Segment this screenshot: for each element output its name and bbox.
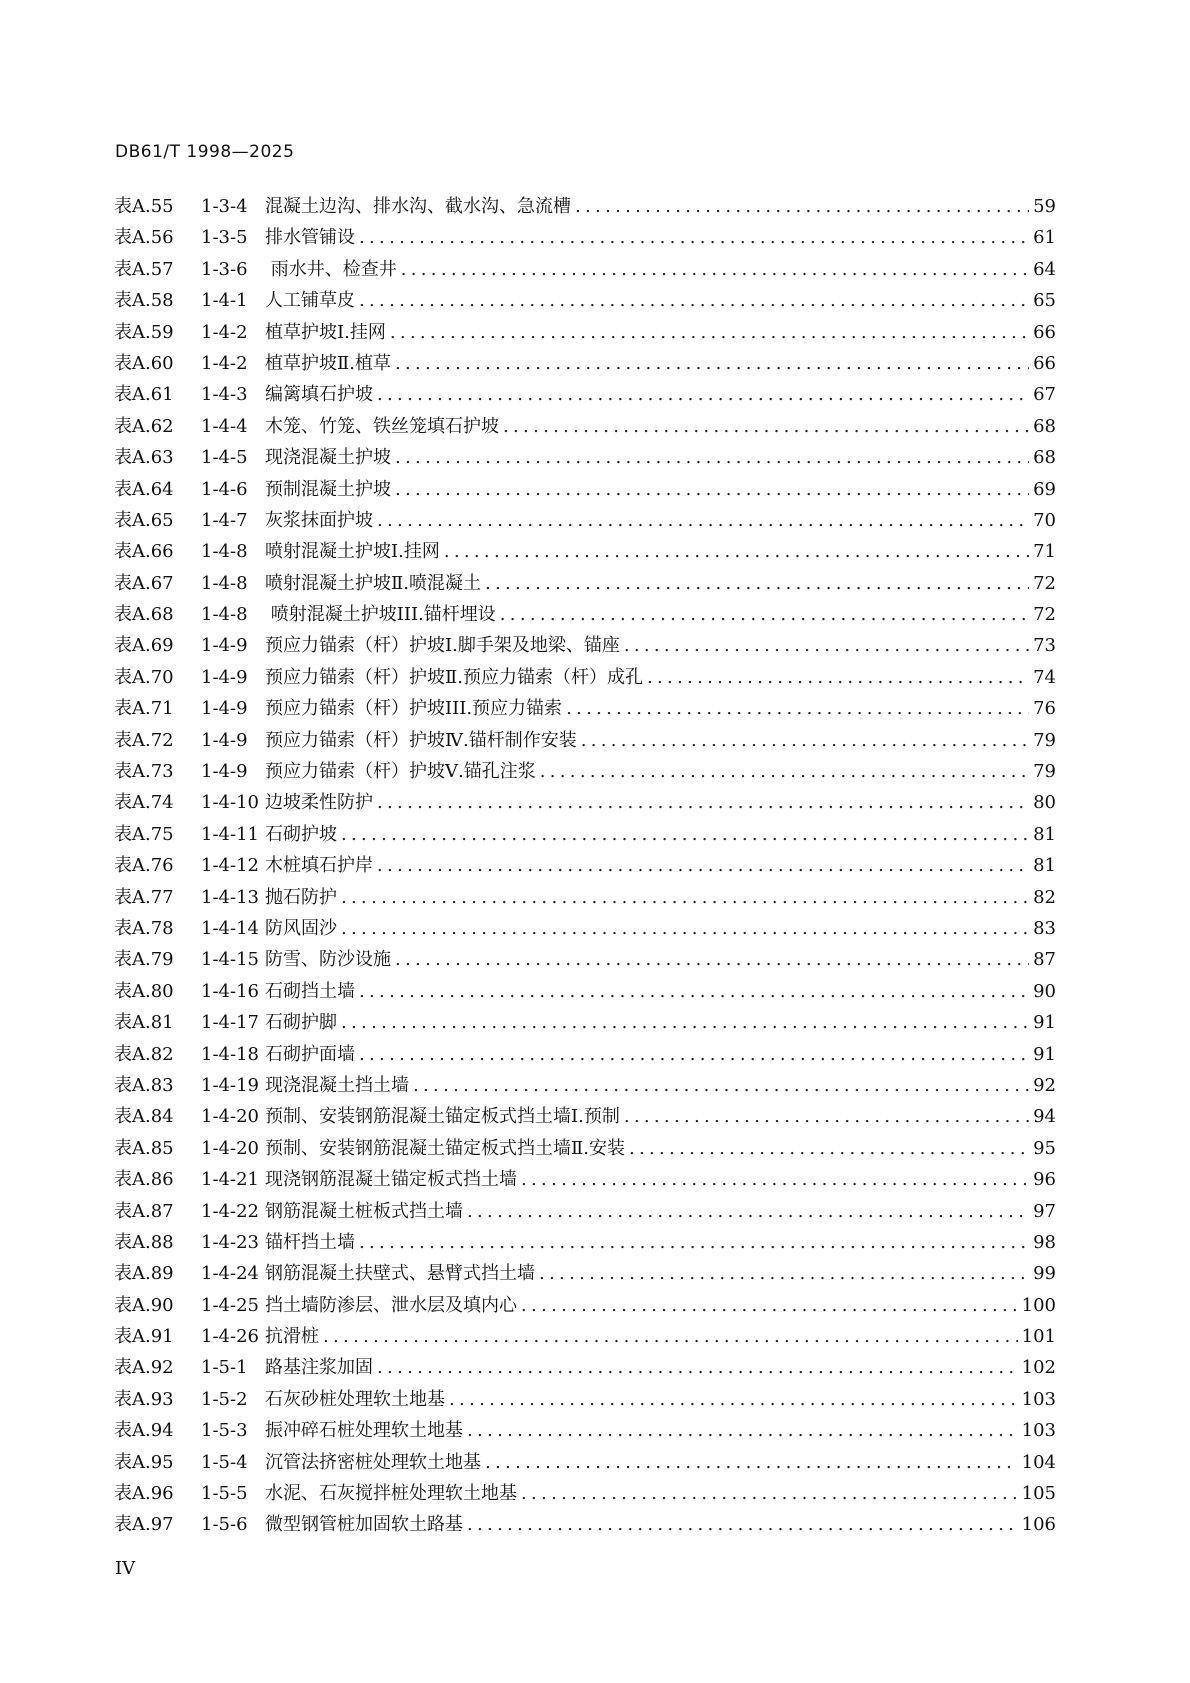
toc-table-number: 表A.60 xyxy=(114,352,174,374)
toc-page-number: 99 xyxy=(1033,1263,1056,1285)
toc-dot-leader xyxy=(359,1039,1029,1070)
toc-entry[interactable] xyxy=(114,1101,1056,1132)
toc-table-number: 表A.79 xyxy=(114,949,174,971)
toc-page-number: 59 xyxy=(1033,196,1056,217)
toc-table-number: 表A.56 xyxy=(114,227,174,249)
toc-entry[interactable] xyxy=(114,882,1056,913)
toc-title: 抛石防护 xyxy=(265,886,337,908)
toc-entry[interactable] xyxy=(114,1133,1056,1164)
toc-dot-leader xyxy=(413,1070,1029,1101)
toc-title: 路基注浆加固 xyxy=(265,1357,373,1379)
toc-table-number: 表A.97 xyxy=(114,1514,174,1536)
toc-title: 木桩填石护岸 xyxy=(265,855,373,877)
toc-entry[interactable] xyxy=(114,1415,1056,1446)
toc-page-number: 72 xyxy=(1033,604,1056,626)
toc-item-code: 1-4-21 xyxy=(201,1169,259,1191)
toc-page-number: 95 xyxy=(1033,1137,1056,1159)
toc-entry[interactable] xyxy=(114,819,1056,850)
toc-entry[interactable] xyxy=(114,756,1056,787)
toc-entry[interactable] xyxy=(114,976,1056,1007)
toc-title: 钢筋混凝土扶壁式、悬臂式挡土墙 xyxy=(265,1263,535,1285)
toc-entry[interactable] xyxy=(114,536,1056,567)
toc-item-code: 1-5-3 xyxy=(201,1420,248,1442)
toc-dot-leader xyxy=(503,411,1029,442)
toc-dot-leader xyxy=(647,662,1029,693)
toc-dot-leader xyxy=(467,1509,1018,1540)
toc-title: 预应力锚索（杆）护坡Ⅱ.预应力锚索（杆）成孔 xyxy=(265,666,643,688)
toc-table-number: 表A.83 xyxy=(114,1074,174,1096)
toc-title: 预应力锚索（杆）护坡Ⅰ.脚手架及地梁、锚座 xyxy=(265,635,620,657)
toc-entry[interactable] xyxy=(114,693,1056,724)
toc-page-number: 72 xyxy=(1033,572,1056,594)
toc-title: 石砌护面墙 xyxy=(265,1043,355,1065)
toc-title: 石砌护坡 xyxy=(265,823,337,845)
toc-title: 挡土墙防渗层、泄水层及填内心 xyxy=(265,1294,517,1316)
toc-page-number: 79 xyxy=(1033,761,1056,783)
toc-page-number: 100 xyxy=(1021,1294,1056,1316)
toc-table-number: 表A.93 xyxy=(114,1388,174,1410)
toc-item-code: 1-5-1 xyxy=(201,1357,248,1379)
toc-title: 石灰砂桩处理软土地基 xyxy=(265,1388,445,1410)
toc-table-number: 表A.78 xyxy=(114,917,174,939)
toc-item-code: 1-4-8 xyxy=(201,541,248,563)
toc-dot-leader xyxy=(341,882,1029,913)
toc-entry[interactable] xyxy=(114,442,1056,473)
toc-dot-leader xyxy=(359,1227,1029,1258)
page-number: IV xyxy=(115,1558,136,1579)
toc-table-number: 表A.90 xyxy=(114,1294,174,1316)
toc-entry[interactable] xyxy=(114,568,1056,599)
toc-dot-leader xyxy=(323,1321,1018,1352)
toc-item-code: 1-4-8 xyxy=(201,572,248,594)
toc-table-number: 表A.59 xyxy=(114,321,174,343)
toc-title: 防风固沙 xyxy=(265,917,337,939)
toc-entry[interactable] xyxy=(114,599,1056,630)
toc-dot-leader xyxy=(449,1384,1018,1415)
toc-dot-leader xyxy=(395,348,1029,379)
toc-entry[interactable] xyxy=(114,1227,1056,1258)
toc-dot-leader xyxy=(395,442,1029,473)
toc-table-number: 表A.68 xyxy=(114,604,174,626)
toc-dot-leader xyxy=(377,787,1029,818)
toc-page-number: 71 xyxy=(1033,541,1056,563)
toc-table-number: 表A.89 xyxy=(114,1263,174,1285)
toc-item-code: 1-4-9 xyxy=(201,729,248,751)
toc-entry[interactable] xyxy=(114,1352,1056,1383)
toc-title: 防雪、防沙设施 xyxy=(265,949,391,971)
toc-title: 现浇混凝土护坡 xyxy=(265,447,391,469)
toc-entry[interactable] xyxy=(114,254,1056,285)
toc-title: 边坡柔性防护 xyxy=(265,792,373,814)
toc-dot-leader xyxy=(467,1415,1018,1446)
toc-entry[interactable] xyxy=(114,630,1056,661)
toc-title: 振冲碎石桩处理软土地基 xyxy=(265,1420,463,1442)
toc-table-number: 表A.82 xyxy=(114,1043,174,1065)
toc-item-code: 1-4-18 xyxy=(201,1043,259,1065)
toc-entry[interactable] xyxy=(114,379,1056,410)
toc-table-number: 表A.92 xyxy=(114,1357,174,1379)
toc-table-number: 表A.70 xyxy=(114,666,174,688)
toc-dot-leader xyxy=(444,536,1029,567)
toc-page-number: 103 xyxy=(1021,1388,1056,1410)
toc-page-number: 98 xyxy=(1033,1231,1056,1253)
toc-entry[interactable] xyxy=(114,787,1056,818)
toc-dot-leader xyxy=(377,379,1029,410)
toc-title: 石砌挡土墙 xyxy=(265,980,355,1002)
toc-dot-leader xyxy=(539,1258,1029,1289)
toc-item-code: 1-4-7 xyxy=(201,509,248,531)
toc-item-code: 1-4-12 xyxy=(201,855,259,877)
toc-entry[interactable] xyxy=(114,317,1056,348)
toc-title: 预制、安装钢筋混凝土锚定板式挡土墙Ⅱ.安装 xyxy=(265,1137,625,1159)
toc-page-number: 66 xyxy=(1033,321,1056,343)
toc-item-code: 1-4-11 xyxy=(201,823,259,845)
toc-page-number: 74 xyxy=(1033,666,1056,688)
toc-item-code: 1-4-16 xyxy=(201,980,259,1002)
toc-table-number: 表A.81 xyxy=(114,1012,174,1034)
toc-table-number: 表A.58 xyxy=(114,290,174,312)
toc-page-number: 97 xyxy=(1033,1200,1056,1222)
toc-dot-leader xyxy=(359,222,1029,253)
toc-dot-leader xyxy=(359,285,1029,316)
toc-entry[interactable] xyxy=(114,474,1056,505)
toc-entry[interactable] xyxy=(114,1007,1056,1038)
toc-table-number: 表A.64 xyxy=(114,478,174,500)
toc-page-number: 104 xyxy=(1021,1451,1056,1473)
toc-title: 预应力锚索（杆）护坡III.预应力锚索 xyxy=(265,698,563,720)
toc-entry[interactable] xyxy=(114,1447,1056,1478)
toc-page-number: 83 xyxy=(1033,917,1056,939)
toc-page-number: 81 xyxy=(1033,855,1056,877)
toc-table-number: 表A.65 xyxy=(114,509,174,531)
toc-title: 沉管法挤密桩处理软土地基 xyxy=(265,1451,481,1473)
toc-item-code: 1-3-4 xyxy=(201,196,248,217)
toc-table-number: 表A.86 xyxy=(114,1169,174,1191)
toc-title: 喷射混凝土护坡III.锚杆埋设 xyxy=(265,604,496,626)
toc-dot-leader xyxy=(500,599,1029,630)
toc-title: 木笼、竹笼、铁丝笼填石护坡 xyxy=(265,415,499,437)
toc-table-number: 表A.73 xyxy=(114,761,174,783)
toc-entry[interactable] xyxy=(114,411,1056,442)
toc-item-code: 1-5-2 xyxy=(201,1388,248,1410)
toc-table-number: 表A.57 xyxy=(114,258,174,280)
toc-item-code: 1-4-5 xyxy=(201,447,248,469)
toc-item-code: 1-4-17 xyxy=(201,1012,259,1034)
toc-item-code: 1-4-22 xyxy=(201,1200,259,1222)
toc-table-number: 表A.69 xyxy=(114,635,174,657)
toc-dot-leader xyxy=(521,1164,1029,1195)
toc-entry[interactable] xyxy=(114,850,1056,881)
toc-item-code: 1-4-24 xyxy=(201,1263,259,1285)
toc-item-code: 1-3-6 xyxy=(201,258,248,280)
toc-title: 植草护坡Ⅰ.挂网 xyxy=(265,321,386,343)
toc-dot-leader xyxy=(540,756,1029,787)
toc-table-number: 表A.85 xyxy=(114,1137,174,1159)
toc-page-number: 102 xyxy=(1021,1357,1056,1379)
toc-entry[interactable] xyxy=(114,348,1056,379)
toc-item-code: 1-4-8 xyxy=(201,604,248,626)
toc-dot-leader xyxy=(485,1447,1018,1478)
toc-dot-leader xyxy=(566,693,1029,724)
toc-title: 喷射混凝土护坡Ⅱ.喷混凝土 xyxy=(265,572,481,594)
toc-page-number: 101 xyxy=(1021,1326,1056,1348)
toc-entry[interactable] xyxy=(114,913,1056,944)
toc-table-number: 表A.84 xyxy=(114,1106,174,1128)
toc-page-number: 66 xyxy=(1033,352,1056,374)
toc-item-code: 1-4-25 xyxy=(201,1294,259,1316)
toc-table-number: 表A.88 xyxy=(114,1231,174,1253)
toc-page-number: 65 xyxy=(1033,290,1056,312)
table-of-contents xyxy=(114,191,1056,1541)
toc-title: 预应力锚索（杆）护坡Ⅴ.锚孔注浆 xyxy=(265,761,536,783)
toc-dot-leader xyxy=(629,1133,1029,1164)
toc-page-number: 73 xyxy=(1033,635,1056,657)
toc-item-code: 1-4-2 xyxy=(201,321,248,343)
toc-dot-leader xyxy=(390,317,1029,348)
toc-page-number: 90 xyxy=(1033,980,1056,1002)
toc-entry[interactable] xyxy=(114,505,1056,536)
toc-title: 预制、安装钢筋混凝土锚定板式挡土墙Ⅰ.预制 xyxy=(265,1106,620,1128)
toc-item-code: 1-4-2 xyxy=(201,352,248,374)
toc-item-code: 1-4-9 xyxy=(201,761,248,783)
toc-item-code: 1-4-20 xyxy=(201,1106,259,1128)
toc-table-number: 表A.72 xyxy=(114,729,174,751)
toc-page-number: 68 xyxy=(1033,415,1056,437)
toc-table-number: 表A.55 xyxy=(114,196,174,217)
toc-item-code: 1-4-6 xyxy=(201,478,248,500)
toc-entry[interactable] xyxy=(114,1258,1056,1289)
toc-item-code: 1-4-9 xyxy=(201,635,248,657)
toc-entry[interactable] xyxy=(114,662,1056,693)
toc-entry[interactable] xyxy=(114,1070,1056,1101)
toc-item-code: 1-4-13 xyxy=(201,886,259,908)
toc-item-code: 1-4-3 xyxy=(201,384,248,406)
toc-dot-leader xyxy=(341,819,1029,850)
toc-item-code: 1-4-10 xyxy=(201,792,259,814)
toc-title: 水泥、石灰搅拌桩处理软土地基 xyxy=(265,1483,517,1505)
toc-dot-leader xyxy=(341,1007,1029,1038)
toc-dot-leader xyxy=(624,1101,1029,1132)
toc-entry[interactable] xyxy=(114,191,1056,222)
toc-title: 人工铺草皮 xyxy=(265,290,355,312)
toc-title: 喷射混凝土护坡Ⅰ.挂网 xyxy=(265,541,440,563)
toc-page-number: 105 xyxy=(1021,1483,1056,1505)
toc-table-number: 表A.74 xyxy=(114,792,174,814)
toc-entry[interactable] xyxy=(114,222,1056,253)
toc-item-code: 1-4-20 xyxy=(201,1137,259,1159)
toc-page-number: 79 xyxy=(1033,729,1056,751)
toc-title: 植草护坡Ⅱ.植草 xyxy=(265,352,391,374)
toc-page-number: 69 xyxy=(1033,478,1056,500)
toc-dot-leader xyxy=(377,850,1029,881)
toc-item-code: 1-5-4 xyxy=(201,1451,248,1473)
toc-title: 灰浆抹面护坡 xyxy=(265,509,373,531)
toc-table-number: 表A.66 xyxy=(114,541,174,563)
toc-dot-leader xyxy=(575,191,1029,222)
toc-entry[interactable] xyxy=(114,1509,1056,1540)
toc-title: 钢筋混凝土桩板式挡土墙 xyxy=(265,1200,463,1222)
toc-page-number: 91 xyxy=(1033,1012,1056,1034)
toc-page-number: 92 xyxy=(1033,1074,1056,1096)
toc-table-number: 表A.80 xyxy=(114,980,174,1002)
toc-dot-leader xyxy=(581,725,1029,756)
toc-page-number: 91 xyxy=(1033,1043,1056,1065)
toc-dot-leader xyxy=(624,630,1029,661)
toc-table-number: 表A.67 xyxy=(114,572,174,594)
toc-table-number: 表A.71 xyxy=(114,698,174,720)
toc-title: 现浇混凝土挡土墙 xyxy=(265,1074,409,1096)
toc-page-number: 61 xyxy=(1033,227,1056,249)
toc-entry[interactable] xyxy=(114,1164,1056,1195)
toc-item-code: 1-5-5 xyxy=(201,1483,248,1505)
toc-item-code: 1-4-14 xyxy=(201,917,259,939)
toc-entry[interactable] xyxy=(114,725,1056,756)
toc-entry[interactable] xyxy=(114,285,1056,316)
toc-page-number: 76 xyxy=(1033,698,1056,720)
toc-item-code: 1-3-5 xyxy=(201,227,248,249)
toc-table-number: 表A.76 xyxy=(114,855,174,877)
toc-item-code: 1-5-6 xyxy=(201,1514,248,1536)
toc-title: 排水管铺设 xyxy=(265,227,355,249)
toc-entry[interactable] xyxy=(114,1478,1056,1509)
toc-entry[interactable] xyxy=(114,1384,1056,1415)
toc-item-code: 1-4-15 xyxy=(201,949,259,971)
toc-page-number: 80 xyxy=(1033,792,1056,814)
toc-page-number: 94 xyxy=(1033,1106,1056,1128)
toc-dot-leader xyxy=(377,1352,1018,1383)
toc-dot-leader xyxy=(521,1290,1018,1321)
toc-item-code: 1-4-23 xyxy=(201,1231,259,1253)
toc-title: 微型钢管桩加固软土路基 xyxy=(265,1514,463,1536)
toc-table-number: 表A.75 xyxy=(114,823,174,845)
toc-entry[interactable] xyxy=(114,1290,1056,1321)
toc-title: 预制混凝土护坡 xyxy=(265,478,391,500)
toc-title: 混凝土边沟、排水沟、截水沟、急流槽 xyxy=(265,196,571,217)
toc-dot-leader xyxy=(395,944,1029,975)
toc-table-number: 表A.87 xyxy=(114,1200,174,1222)
toc-title: 抗滑桩 xyxy=(265,1326,319,1348)
toc-dot-leader xyxy=(401,254,1029,285)
toc-table-number: 表A.96 xyxy=(114,1483,174,1505)
document-id-header: DB61/T 1998—2025 xyxy=(115,142,295,162)
toc-dot-leader xyxy=(377,505,1029,536)
toc-page-number: 64 xyxy=(1033,258,1056,280)
toc-dot-leader xyxy=(485,568,1029,599)
toc-table-number: 表A.77 xyxy=(114,886,174,908)
toc-item-code: 1-4-9 xyxy=(201,698,248,720)
toc-item-code: 1-4-26 xyxy=(201,1326,259,1348)
toc-entry[interactable] xyxy=(114,1321,1056,1352)
toc-entry[interactable] xyxy=(114,1196,1056,1227)
toc-page-number: 70 xyxy=(1033,509,1056,531)
toc-table-number: 表A.63 xyxy=(114,447,174,469)
toc-title: 石砌护脚 xyxy=(265,1012,337,1034)
toc-item-code: 1-4-4 xyxy=(201,415,248,437)
toc-page-number: 67 xyxy=(1033,384,1056,406)
toc-title: 锚杆挡土墙 xyxy=(265,1231,355,1253)
toc-item-code: 1-4-9 xyxy=(201,666,248,688)
toc-page-number: 81 xyxy=(1033,823,1056,845)
toc-table-number: 表A.62 xyxy=(114,415,174,437)
toc-dot-leader xyxy=(395,474,1029,505)
toc-title: 预应力锚索（杆）护坡Ⅳ.锚杆制作安装 xyxy=(265,729,577,751)
toc-table-number: 表A.91 xyxy=(114,1326,174,1348)
toc-title: 编篱填石护坡 xyxy=(265,384,373,406)
toc-dot-leader xyxy=(359,976,1029,1007)
toc-item-code: 1-4-19 xyxy=(201,1074,259,1096)
toc-dot-leader xyxy=(341,913,1029,944)
toc-table-number: 表A.95 xyxy=(114,1451,174,1473)
toc-page-number: 82 xyxy=(1033,886,1056,908)
toc-table-number: 表A.94 xyxy=(114,1420,174,1442)
toc-page-number: 106 xyxy=(1021,1514,1056,1536)
toc-table-number: 表A.61 xyxy=(114,384,174,406)
toc-page-number: 103 xyxy=(1021,1420,1056,1442)
toc-page-number: 87 xyxy=(1033,949,1056,971)
toc-entry[interactable] xyxy=(114,944,1056,975)
toc-item-code: 1-4-1 xyxy=(201,290,248,312)
toc-dot-leader xyxy=(467,1196,1029,1227)
toc-title: 雨水井、检查井 xyxy=(265,258,397,280)
toc-page-number: 96 xyxy=(1033,1169,1056,1191)
toc-entry[interactable] xyxy=(114,1039,1056,1070)
toc-title: 现浇钢筋混凝土锚定板式挡土墙 xyxy=(265,1169,517,1191)
toc-page-number: 68 xyxy=(1033,447,1056,469)
toc-dot-leader xyxy=(521,1478,1018,1509)
